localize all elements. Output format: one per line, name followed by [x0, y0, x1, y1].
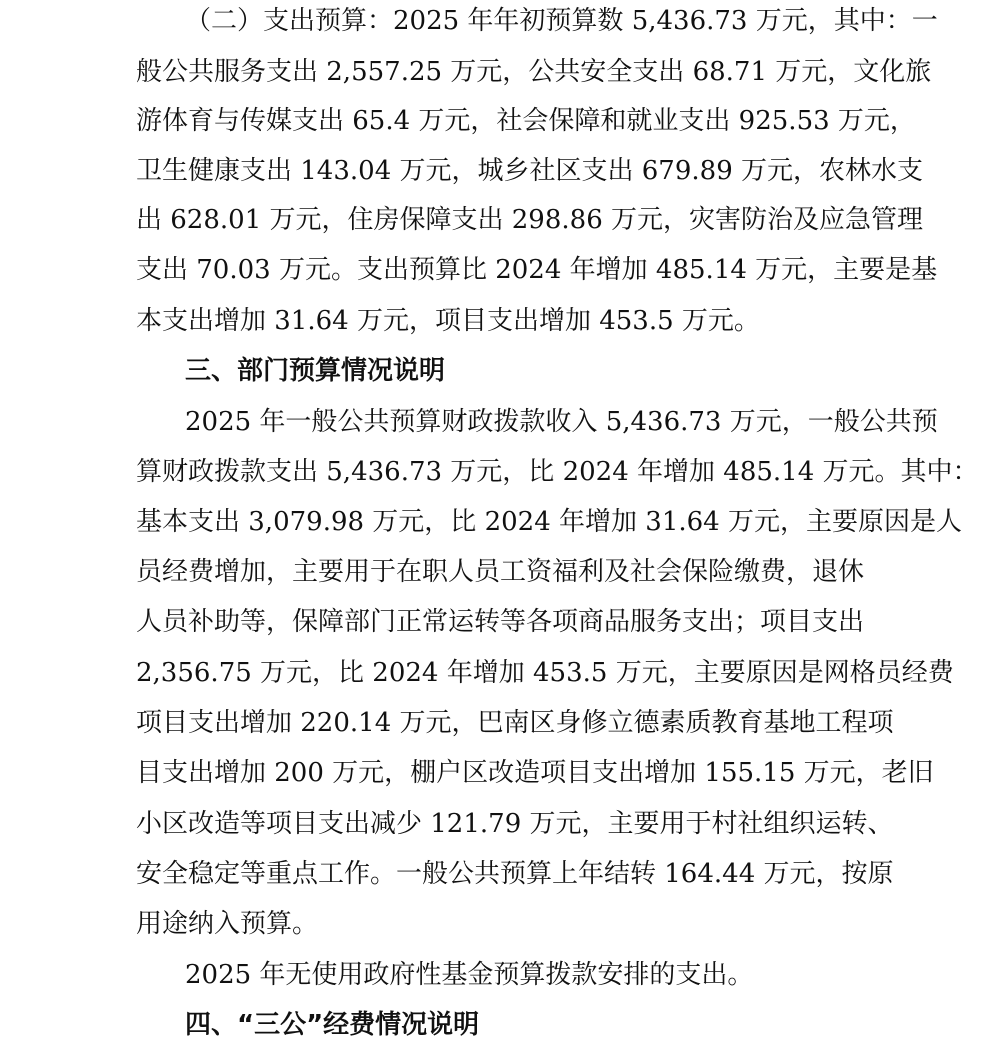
paragraph-department-budget-line-6: 2,356.75 万元，比 2024 年增加 453.5 万元，主要原因是网格员经费	[136, 658, 954, 688]
paragraph-department-budget-line-11: 用途纳入预算。	[136, 909, 319, 939]
paragraph-department-budget-line-8: 目支出增加 200 万元，棚户区改造项目支出增加 155.15 万元，老旧	[136, 758, 934, 788]
paragraph-department-budget-line-4: 员经费增加，主要用于在职人员工资福利及社会保险缴费，退休	[136, 557, 865, 587]
paragraph-expenditure-budget-line-1: （二）支出预算：2025 年年初预算数 5,436.73 万元，其中：一	[185, 6, 938, 36]
paragraph-expenditure-budget-line-2: 般公共服务支出 2,557.25 万元，公共安全支出 68.71 万元，文化旅	[136, 57, 932, 87]
section-heading-three-public-expenses: 四、“三公”经费情况说明	[185, 1010, 480, 1040]
paragraph-government-fund: 2025 年无使用政府性基金预算拨款安排的支出。	[185, 960, 754, 990]
paragraph-department-budget-line-9: 小区改造等项目支出减少 121.79 万元，主要用于村社组织运转、	[136, 809, 894, 839]
paragraph-department-budget-line-2: 算财政拨款支出 5,436.73 万元，比 2024 年增加 485.14 万元。其中：	[136, 457, 979, 487]
paragraph-expenditure-budget-line-7: 本支出增加 31.64 万元，项目支出增加 453.5 万元。	[136, 306, 760, 336]
paragraph-department-budget-line-3: 基本支出 3,079.98 万元，比 2024 年增加 31.64 万元，主要原因是人	[136, 507, 962, 537]
section-heading-department-budget: 三、部门预算情况说明	[185, 356, 446, 386]
paragraph-department-budget-line-5: 人员补助等，保障部门正常运转等各项商品服务支出；项目支出	[136, 607, 865, 637]
paragraph-expenditure-budget-line-6: 支出 70.03 万元。支出预算比 2024 年增加 485.14 万元，主要是基	[136, 255, 938, 285]
paragraph-expenditure-budget-line-5: 出 628.01 万元，住房保障支出 298.86 万元，灾害防治及应急管理	[136, 205, 924, 235]
paragraph-expenditure-budget-line-4: 卫生健康支出 143.04 万元，城乡社区支出 679.89 万元，农林水支	[136, 156, 924, 186]
paragraph-expenditure-budget-line-3: 游体育与传媒支出 65.4 万元，社会保障和就业支出 925.53 万元，	[136, 106, 916, 136]
paragraph-department-budget-line-7: 项目支出增加 220.14 万元，巴南区身修立德素质教育基地工程项	[136, 708, 894, 738]
paragraph-department-budget-line-10: 安全稳定等重点工作。一般公共预算上年结转 164.44 万元，按原	[136, 859, 894, 889]
paragraph-department-budget-line-1: 2025 年一般公共预算财政拨款收入 5,436.73 万元，一般公共预	[185, 407, 938, 437]
